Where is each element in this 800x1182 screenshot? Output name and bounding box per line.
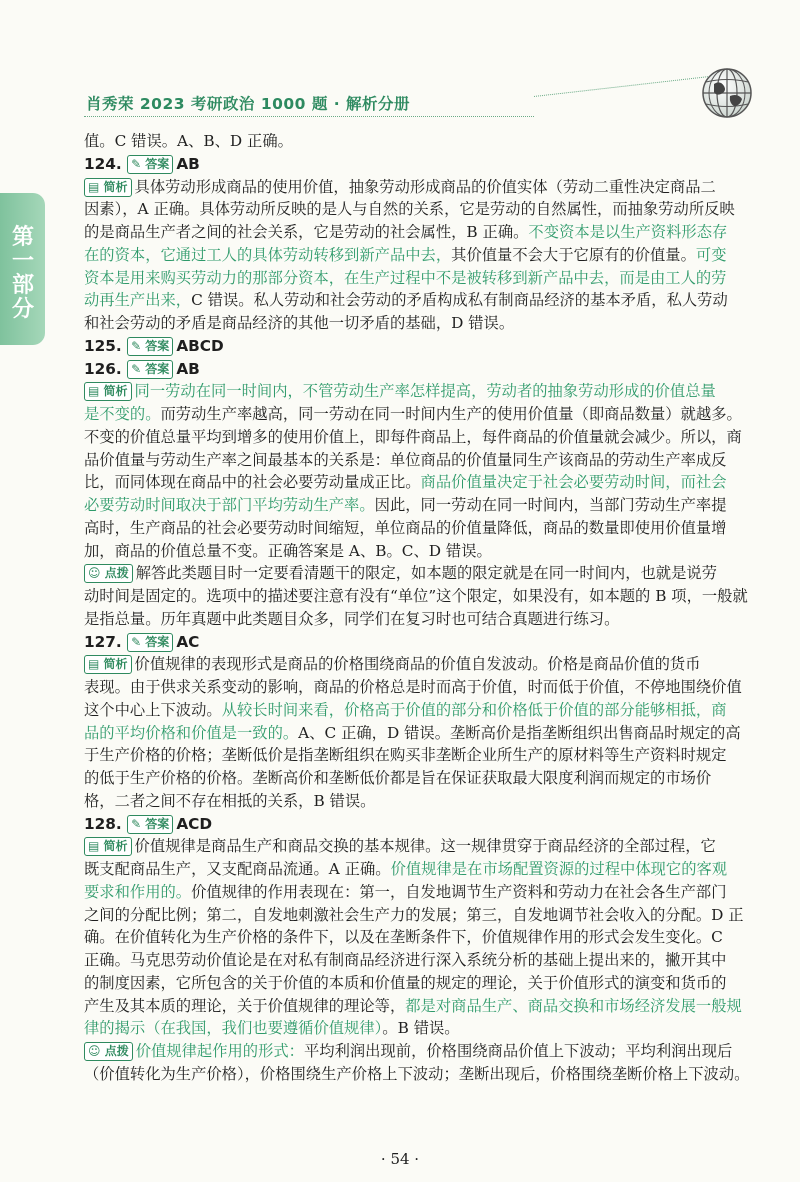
body-text: 具体劳动形成商品的使用价值，抽象劳动形成商品的价值实体（劳动二重性决定商品二	[134, 177, 716, 196]
body-text: 产生及其本质的理论，关于价值规律的理论等，	[84, 996, 406, 1015]
text-line	[84, 380, 754, 403]
body-text: 是指总量。历年真题中此类题目众多，同学们在复习时也可结合真题进行练习。	[84, 609, 620, 628]
highlighted-text: 都是对商品生产、商品交换和市场经济发展一般规	[405, 996, 742, 1015]
body-text: A、C 正确，D 错误。垄断高价是指垄断组织出售商品时规定的高	[298, 723, 741, 742]
text-line	[84, 835, 754, 858]
answer-badge: ✎ 答案	[127, 337, 173, 356]
header-divider	[84, 116, 534, 117]
highlighted-text: 在的资本，它通过工人的具体劳动转移到新产品中去，	[84, 245, 452, 264]
text-line	[84, 289, 754, 312]
text-line	[84, 1063, 754, 1086]
body-text: （价值转化为生产价格），价格围绕生产价格上下波动；垄断出现后，价格围绕垄断价格上下波动。	[84, 1064, 750, 1083]
tip-badge: ☺ 点拨	[84, 1042, 133, 1061]
body-text: 的制度因素，它所包含的关于价值的本质和价值量的规定的理论，关于价值形式的演变和货币的	[84, 973, 727, 992]
answer-badge: ✎ 答案	[127, 155, 173, 174]
text-line	[84, 858, 754, 881]
highlighted-text: 同一劳动在同一时间内，不管劳动生产率怎样提高，劳动者的抽象劳动形成的价值总量	[134, 382, 716, 401]
body-text: 价值规律的表现形式是商品的价格围绕商品的价值自发波动。价格是商品价值的货币	[134, 655, 701, 674]
text-line	[84, 585, 754, 608]
body-text: 加，商品的价值总量不变。正确答案是 A、B。C、D 错误。	[84, 541, 492, 560]
text-line	[84, 267, 754, 290]
highlighted-text: 可变	[695, 245, 727, 264]
highlighted-text: 不变资本是以生产资料形态存	[528, 223, 728, 241]
text-line	[84, 699, 754, 722]
tip-badge: ☺ 点拨	[84, 564, 133, 583]
text-line	[84, 972, 754, 995]
question-answer-line	[84, 813, 754, 836]
body-text: 的是商品生产者之间的社会关系，它是劳动的社会属性，B 正确。	[84, 223, 529, 241]
highlighted-text: 动再生产出来，	[84, 291, 192, 310]
body-text: 解答此类题目时一定要看清题干的限定，如本题的限定就是在同一时间内，也就是说劳	[135, 564, 717, 583]
question-number: 127.	[84, 632, 128, 651]
text-line	[84, 881, 754, 904]
page-content	[84, 130, 754, 1086]
body-text: 高时，生产商品的社会必要劳动时间缩短，单位商品的价值量降低，商品的数量即使用价值量增	[84, 518, 727, 537]
body-text: 的低于生产价格的价格。垄断高价和垄断低价都是旨在保证获取最大限度利润而规定的市场价	[84, 769, 712, 787]
body-text: 动时间是固定的。选项中的描述要注意有没有“单位”这个限定，如果没有，如本题的 B 项，一般就	[84, 587, 748, 605]
text-line	[84, 949, 754, 972]
text-line	[84, 1040, 754, 1063]
book-title: 肖秀荣 2023 考研政治 1000 题 · 解析分册	[86, 95, 411, 113]
body-text: 因此，同一劳动在同一时间内，当部门劳动生产率提	[374, 496, 727, 514]
highlighted-text: 价值规律起作用的形式：	[135, 1042, 304, 1060]
text-line	[84, 790, 754, 813]
body-text: 其价值量不会大于它原有的价值量。	[451, 245, 696, 264]
highlighted-text: 是不变的。	[84, 405, 161, 423]
body-text: 值。C 错误。A、B、D 正确。	[84, 132, 293, 150]
body-text: 。B 错误。	[382, 1019, 460, 1038]
body-text: 而劳动生产率越高，同一劳动在同一时间内生产的使用价值量（即商品数量）就越多。	[160, 405, 742, 423]
body-text: 比，而同体现在商品中的社会必要劳动量成正比。	[84, 473, 421, 492]
question-number: 128.	[84, 814, 128, 833]
highlighted-text: 必要劳动时间取决于部门平均劳动生产率。	[84, 496, 375, 514]
answer-choice: AC	[176, 632, 200, 651]
highlighted-text: 资本是用来购买劳动力的那部分资本，在生产过程中不是被转移到新产品中去，而是由工人的劳	[84, 268, 727, 287]
body-text: 价值规律是商品生产和商品交换的基本规律。这一规律贯穿于商品经济的全部过程，它	[134, 837, 716, 856]
body-text: 确。在价值转化为生产价格的条件下，以及在垄断条件下，价值规律作用的形式会发生变化。C	[84, 928, 723, 947]
answer-choice: ACD	[176, 814, 213, 833]
question-answer-line	[84, 358, 754, 381]
body-text: 格，二者之间不存在相抵的关系，B 错误。	[84, 791, 376, 810]
text-line	[84, 995, 754, 1018]
text-line	[84, 130, 754, 153]
page-header	[0, 0, 800, 125]
answer-choice: ABCD	[176, 336, 224, 355]
body-text: C 错误。私人劳动和社会劳动的矛盾构成私有制商品经济的基本矛盾，私人劳动	[191, 291, 728, 310]
answer-badge: ✎ 答案	[127, 633, 173, 652]
highlighted-text: 律的揭示（在我国，我们也要遵循价值规律）	[84, 1019, 383, 1038]
answer-choice: AB	[176, 359, 200, 378]
answer-badge: ✎ 答案	[127, 815, 173, 834]
answer-badge: ✎ 答案	[127, 360, 173, 379]
analysis-badge: ▤ 简析	[84, 837, 132, 856]
body-text: 不变的价值总量平均到增多的使用价值上，即每件商品上，每件商品的价值量就会减少。所以，商	[84, 427, 742, 446]
text-line	[84, 449, 754, 472]
body-text: 既支配商品生产，又支配商品流通。A 正确。	[84, 860, 391, 878]
text-line	[84, 608, 754, 631]
answer-choice: AB	[176, 154, 200, 173]
analysis-badge: ▤ 简析	[84, 382, 132, 401]
text-line	[84, 904, 754, 927]
highlighted-text: 要求和作用的。	[84, 882, 192, 901]
analysis-badge: ▤ 简析	[84, 178, 132, 197]
highlighted-text: 从较长时间来看，价格高于价值的部分和价格低于价值的部分能够相抵，商	[221, 700, 727, 719]
analysis-badge: ▤ 简析	[84, 655, 132, 674]
body-text: 正确。马克思劳动价值论是在对私有制商品经济进行深入系统分析的基础上提出来的，撇开其中	[84, 951, 727, 969]
text-line	[84, 540, 754, 563]
question-answer-line	[84, 153, 754, 176]
text-line	[84, 1017, 754, 1040]
text-line	[84, 653, 754, 676]
body-text: 平均利润出现前，价格围绕商品价值上下波动；平均利润出现后	[303, 1042, 733, 1060]
highlighted-text: 价值规律是在市场配置资源的过程中体现它的客观	[390, 860, 728, 878]
text-line	[84, 744, 754, 767]
header-divider-slant	[534, 76, 708, 97]
body-text: 之间的分配比例；第二，自发地刺激社会生产力的发展；第三，自发地调节社会收入的分配。D 正	[84, 905, 744, 924]
text-line	[84, 722, 754, 745]
body-text: 表现。由于供求关系变动的影响，商品的价格总是时而高于价值，时而低于价值，不停地围绕价值	[84, 678, 742, 696]
text-line	[84, 198, 754, 221]
text-line	[84, 517, 754, 540]
highlighted-text: 品的平均价格和价值是一致的。	[84, 723, 299, 742]
body-text: 因素），A 正确。具体劳动所反映的是人与自然的关系，它是劳动的自然属性，而抽象劳动所反映	[84, 200, 735, 219]
text-line	[84, 426, 754, 449]
question-number: 125.	[84, 336, 128, 355]
text-line	[84, 244, 754, 267]
text-line	[84, 312, 754, 335]
text-line	[84, 562, 754, 585]
body-text: 于生产价格的价格；垄断低价是指垄断组织在购买非垄断企业所生产的原材料等生产资料时规定	[84, 746, 727, 765]
body-text: 品价值量与劳动生产率之间最基本的关系是：单位商品的价值量同生产该商品的劳动生产率成反	[84, 450, 727, 469]
body-text: 这个中心上下波动。	[84, 700, 222, 719]
text-line	[84, 221, 754, 244]
question-number: 124.	[84, 154, 128, 173]
text-line	[84, 403, 754, 426]
section-tab-label: 第 一 部 分	[11, 225, 34, 322]
body-text: 价值规律的作用表现在：第一，自发地调节生产资料和劳动力在社会各生产部门	[191, 882, 727, 901]
body-text: 和社会劳动的矛盾是商品经济的其他一切矛盾的基础，D 错误。	[84, 314, 515, 332]
text-line	[84, 494, 754, 517]
question-number: 126.	[84, 359, 128, 378]
text-line	[84, 767, 754, 790]
question-answer-line	[84, 631, 754, 654]
text-line	[84, 176, 754, 199]
text-line	[84, 676, 754, 699]
text-line	[84, 926, 754, 949]
text-line	[84, 471, 754, 494]
question-answer-line	[84, 335, 754, 358]
globe-icon	[700, 66, 754, 120]
page-number: · 54 ·	[380, 1150, 420, 1168]
highlighted-text: 商品价值量决定于社会必要劳动时间，而社会	[420, 473, 727, 492]
